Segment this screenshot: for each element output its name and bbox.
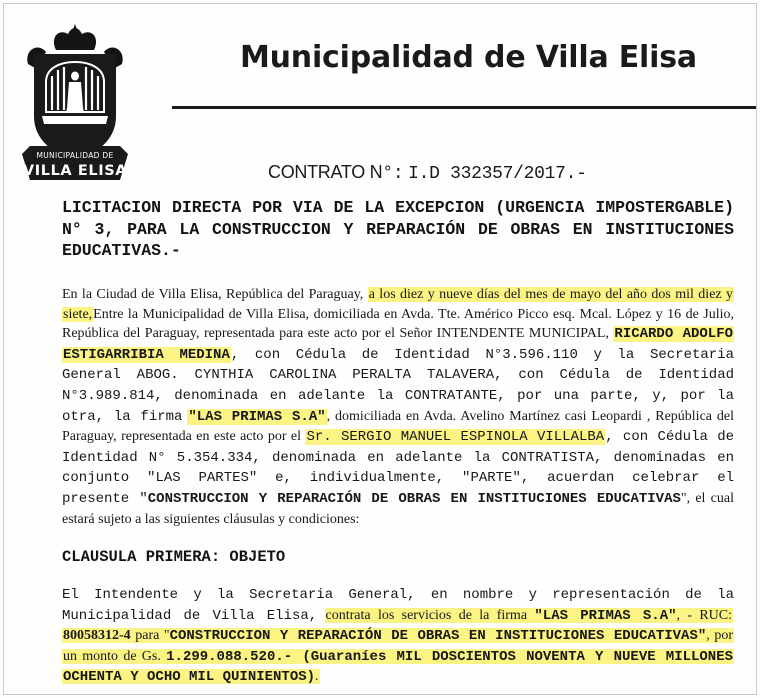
- page-title: Municipalidad de Villa Elisa: [240, 40, 697, 75]
- tender-title: LICITACION DIRECTA POR VIA DE LA EXCEPCION (URGENCIA IMPOSTERGABLE) N° 3, PARA LA CONSTRUCCION Y REPARACIÓN DE OBRAS EN INSTITUCIONES EDUCATIVAS.-: [62, 198, 734, 260]
- preamble-text: En la Ciudad de Villa Elisa, República del Paraguay,: [62, 287, 364, 302]
- date-highlight: a los diez y nueve días del mes de mayo del año dos mil diez y siete,: [63, 287, 734, 322]
- clause-heading: CLAUSULA PRIMERA: OBJETO: [62, 548, 286, 566]
- contract-degree: °:: [382, 164, 404, 184]
- contract-number: I.D 332357/2017.-: [408, 164, 587, 184]
- logo-subtitle: MUNICIPALIDAD DE: [36, 151, 114, 160]
- firm-name: "LAS PRIMAS S.A": [534, 607, 677, 624]
- representative-highlight: Sr. SERGIO MANUEL ESPINOLA VILLALBA: [306, 429, 605, 446]
- contract-number-line: [268, 162, 587, 184]
- clause-highlight: contrata los servicios de la firma "LAS PRIMAS S.A", - RUC: 80058312-4 para "CONSTRUCCION Y REPARACIÓN DE OBRAS EN INSTITUCIONES EDUCATIVAS", por un monto de Gs. 1.299.088.520.- (Guaraníes MIL DOSCIENTOS NOVENTA Y NUEVE MILLONES OCHENTA Y OCHO MIL QUINIENTOS).: [63, 607, 734, 686]
- document-page: [3, 3, 757, 695]
- works-name: CONSTRUCCION Y REPARACIÓN DE OBRAS EN INSTITUCIONES EDUCATIVAS": [169, 628, 707, 645]
- preamble-text: Entre la Municipalidad de Villa Elisa, domiciliada en Avda. Tte. Américo Picco esq. Mcal. López y 16 de Julio, República del Paraguay, representada para este acto por el Señor INTENDENTE MUNICIPAL,: [62, 306, 734, 342]
- preamble-text: , domiciliada en Avda. Avelino Martínez casi Leopardi , República del Paraguay, representada en este acto por el: [62, 408, 735, 445]
- logo-city-name: VILLA ELISA: [22, 163, 128, 179]
- preamble-text: , con Cédula de Identidad N°3.596.110 y la Secretaria General ABOG. CYNTHIA CAROLINA PERALTA TALAVERA, con Cédula de Identidad N°3.989.814, denominada en adelante la CONTRATANTE, por una parte, y, por la otra, la firma: [62, 346, 734, 425]
- clause-text: El Intendente y la Secretaria General, en nombre y representación de la Municipalidad de Villa Elisa,: [62, 587, 734, 624]
- contract-amount: 1.299.088.520.- (Guaraníes MIL DOSCIENTOS NOVENTA Y NUEVE MILLONES OCHENTA Y OCHO MIL QUINIENTOS): [63, 648, 734, 686]
- municipal-coat-of-arms-logo: [20, 20, 130, 182]
- preamble-text: ", el cual estará sujeto a las siguientes cláusulas y condiciones:: [62, 490, 735, 527]
- contract-label: CONTRATO N: [268, 162, 383, 182]
- firm-name-highlight: "LAS PRIMAS S.A": [188, 408, 326, 425]
- mayor-name-highlight: RICARDO ADOLFO ESTIGARRIBIA MEDINA: [63, 326, 734, 363]
- header-divider: [172, 106, 756, 109]
- works-name: CONSTRUCCION Y REPARACIÓN DE OBRAS EN INSTITUCIONES EDUCATIVAS: [147, 490, 681, 507]
- preamble-paragraph: [62, 285, 734, 529]
- preamble-text: , con Cédula de Identidad N° 5.354.334, denominada en adelante la CONTRATISTA, denominadas en conjunto "LAS PARTES" e, individualmente, "PARTE", acuerdan celebrar el presente ": [62, 429, 734, 507]
- clause-paragraph: [62, 585, 734, 688]
- ruc-number: 80058312-4: [63, 628, 131, 644]
